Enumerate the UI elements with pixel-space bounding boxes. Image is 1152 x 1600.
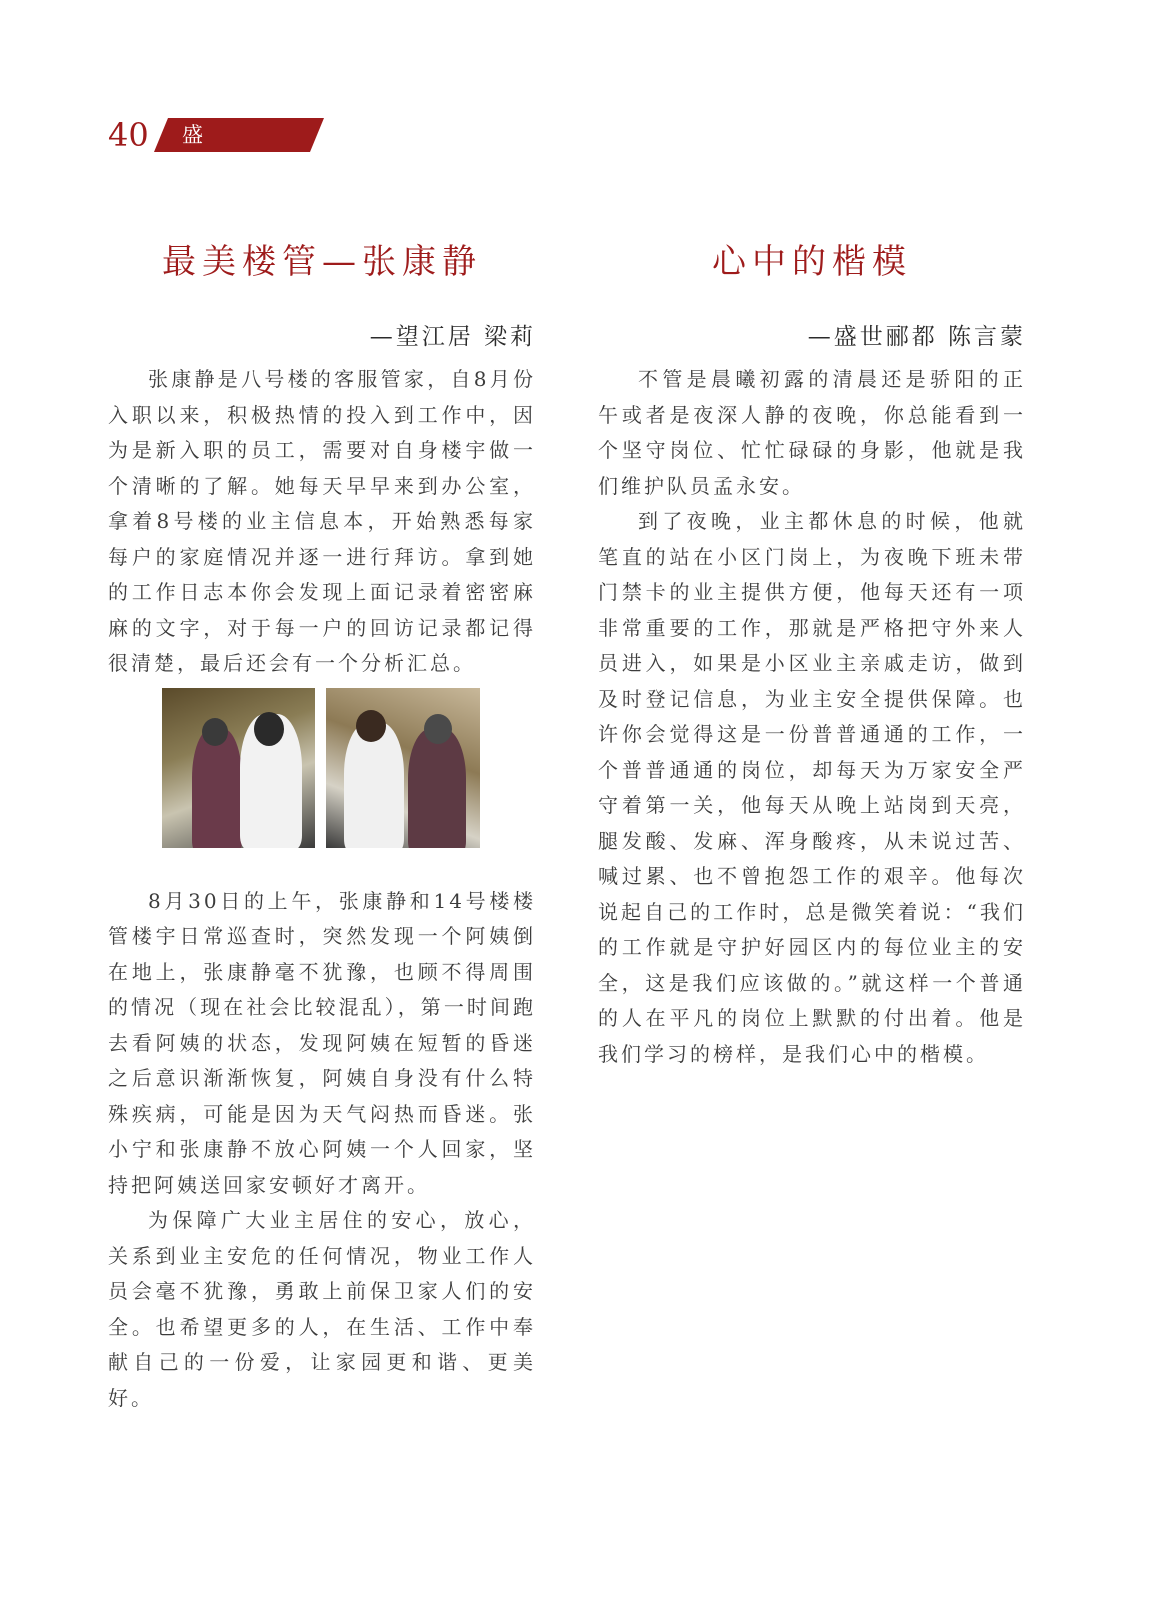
left-article-paragraph: 为保障广大业主居住的安心，放心，关系到业主安危的任何情况，物业工作人员会毫不犹豫，勇敢上前保卫家人们的安全。也希望更多的人，在生活、工作中奉献自己的一份爱，让家园更和谐、更美好。 (108, 1208, 536, 1410)
right-article-title: 心中的楷模 (712, 242, 912, 282)
left-article-paragraph: 8月30日的上午，张康静和14号楼楼管楼宇日常巡查时，突然发现一个阿姨倒在地上，张康静毫不犹豫，也顾不得周围的情况（现在社会比较混乱），第一时间跑去看阿姨的状态，发现阿姨在短暂的昏迷之后意识渐渐恢复，阿姨自身没有什么特殊疾病，可能是因为天气闷热而昏迷。张小宁和张康静不放心阿姨一个人回家，坚持把阿姨送回家安顿好才离开。 (108, 888, 536, 1197)
left-article-paragraph: 张康静是八号楼的客服管家，自8月份入职以来，积极热情的投入到工作中，因为是新入职的员工，需要对自身楼宇做一个清晰的了解。她每天早早来到办公室，拿着8号楼的业主信息本，开始熟悉每家每户的家庭情况并逐一进行拜访。拿到她的工作日志本你会发现上面记录着密密麻麻的文字，对于每一户的回访记录都记得很清楚，最后还会有一个分析汇总。 (108, 367, 536, 675)
right-article-author: —盛世郦都 陈言蒙 (807, 324, 1026, 350)
photo-inspection-2 (326, 688, 480, 848)
photo-inspection-1 (162, 688, 315, 848)
right-article (598, 238, 1026, 1072)
section-title: 盛世物业 (182, 123, 208, 249)
page-number: 40 (108, 116, 149, 154)
left-article (108, 238, 536, 1416)
left-article-title: 最美楼管—张康静 (162, 242, 482, 282)
right-article-paragraph: 到了夜晚，业主都休息的时候，他就笔直的站在小区门岗上，为夜晚下班未带门禁卡的业主提供方便，他每天还有一项非常重要的工作，那就是严格把守外来人员进入，如果是小区业主亲戚走访，做到及时登记信息，为业主安全提供保障。也许你会觉得这是一份普普通通的工作，一个普普通通的岗位，却每天为万家安全严守着第一关，他每天从晚上站岗到天亮，腿发酸、发麻、浑身酸疼，从未说过苦、喊过累、也不曾抱怨工作的艰辛。他每次说起自己的工作时，总是微笑着说：“我们的工作就是守护好园区内的每位业主的安全，这是我们应该做的。”就这样一个普通的人在平凡的岗位上默默的付出着。他是我们学习的榜样，是我们心中的楷模。 (598, 509, 1026, 1066)
right-article-paragraph: 不管是晨曦初露的清晨还是骄阳的正午或者是夜深人静的夜晚，你总能看到一个坚守岗位、忙忙碌碌的身影，他就是我们维护队员孟永安。 (598, 367, 1026, 498)
left-article-author: —望江居 梁莉 (369, 324, 536, 350)
photo-row (108, 688, 536, 870)
